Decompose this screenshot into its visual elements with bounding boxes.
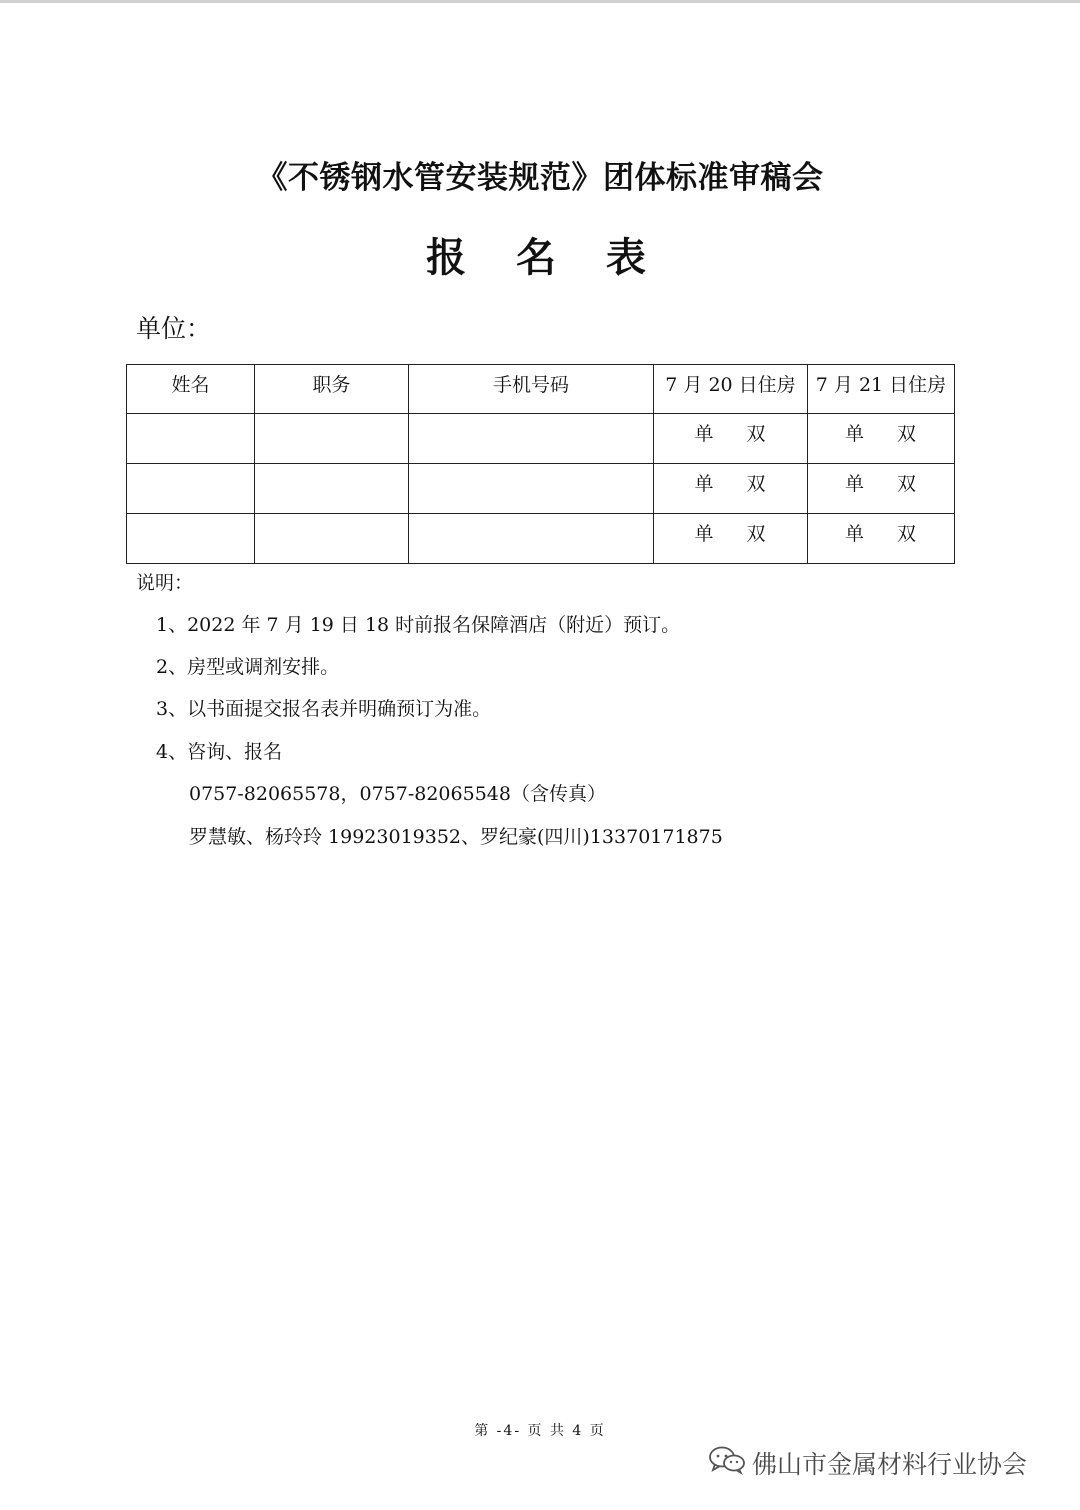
note-item: 4、咨询、报名 bbox=[156, 741, 283, 763]
single-option[interactable]: 单 bbox=[844, 523, 865, 545]
registration-table bbox=[126, 364, 955, 564]
name-cell[interactable] bbox=[127, 514, 255, 564]
header-jul21-room: 7 月 21 日住房 bbox=[808, 365, 955, 414]
note-item: 3、以书面提交报名表并明确预订为准。 bbox=[156, 698, 492, 720]
double-option[interactable]: 双 bbox=[746, 423, 767, 445]
double-option[interactable]: 双 bbox=[746, 473, 767, 495]
jul21-room-cell bbox=[808, 464, 955, 514]
jul21-room-cell bbox=[808, 414, 955, 464]
phone-cell[interactable] bbox=[409, 514, 654, 564]
top-divider bbox=[0, 0, 1080, 3]
double-option[interactable]: 双 bbox=[897, 523, 918, 545]
name-cell[interactable] bbox=[127, 414, 255, 464]
jul20-room-cell bbox=[654, 414, 808, 464]
name-cell[interactable] bbox=[127, 464, 255, 514]
watermark bbox=[708, 1443, 1027, 1483]
table-header-row bbox=[127, 365, 955, 414]
header-position: 职务 bbox=[255, 365, 409, 414]
single-option[interactable]: 单 bbox=[694, 423, 715, 445]
table-row bbox=[127, 464, 955, 514]
position-cell[interactable] bbox=[255, 514, 409, 564]
double-option[interactable]: 双 bbox=[746, 523, 767, 545]
header-name: 姓名 bbox=[127, 365, 255, 414]
single-option[interactable]: 单 bbox=[844, 423, 865, 445]
document-title: 《不锈钢水管安装规范》团体标准审稿会 bbox=[256, 160, 824, 196]
jul21-room-cell bbox=[808, 514, 955, 564]
header-jul20-room: 7 月 20 日住房 bbox=[654, 365, 808, 414]
double-option[interactable]: 双 bbox=[897, 423, 918, 445]
contact-phones: 0757-82065578，0757-82065548（含传真） bbox=[189, 783, 606, 805]
unit-label: 单位： bbox=[136, 314, 212, 343]
jul20-room-cell bbox=[654, 464, 808, 514]
form-title: 报 名 表 bbox=[426, 235, 664, 281]
phone-cell[interactable] bbox=[409, 414, 654, 464]
single-option[interactable]: 单 bbox=[694, 523, 715, 545]
phone-cell[interactable] bbox=[409, 464, 654, 514]
position-cell[interactable] bbox=[255, 414, 409, 464]
watermark-text: 佛山市金属材料行业协会 bbox=[752, 1450, 1028, 1479]
single-option[interactable]: 单 bbox=[694, 473, 715, 495]
notes-label: 说明： bbox=[136, 572, 194, 594]
wechat-icon bbox=[708, 1445, 746, 1481]
table-row bbox=[127, 414, 955, 464]
note-item: 1、2022 年 7 月 19 日 18 时前报名保障酒店（附近）预订。 bbox=[156, 614, 681, 636]
contact-persons: 罗慧敏、杨玲玲 19923019352、罗纪豪(四川)13370171875 bbox=[189, 826, 723, 848]
note-item: 2、房型或调剂安排。 bbox=[156, 656, 340, 678]
position-cell[interactable] bbox=[255, 464, 409, 514]
double-option[interactable]: 双 bbox=[897, 473, 918, 495]
header-phone: 手机号码 bbox=[409, 365, 654, 414]
page-number: 第 -4- 页 共 4 页 bbox=[474, 1423, 606, 1439]
single-option[interactable]: 单 bbox=[844, 473, 865, 495]
jul20-room-cell bbox=[654, 514, 808, 564]
table-row bbox=[127, 514, 955, 564]
